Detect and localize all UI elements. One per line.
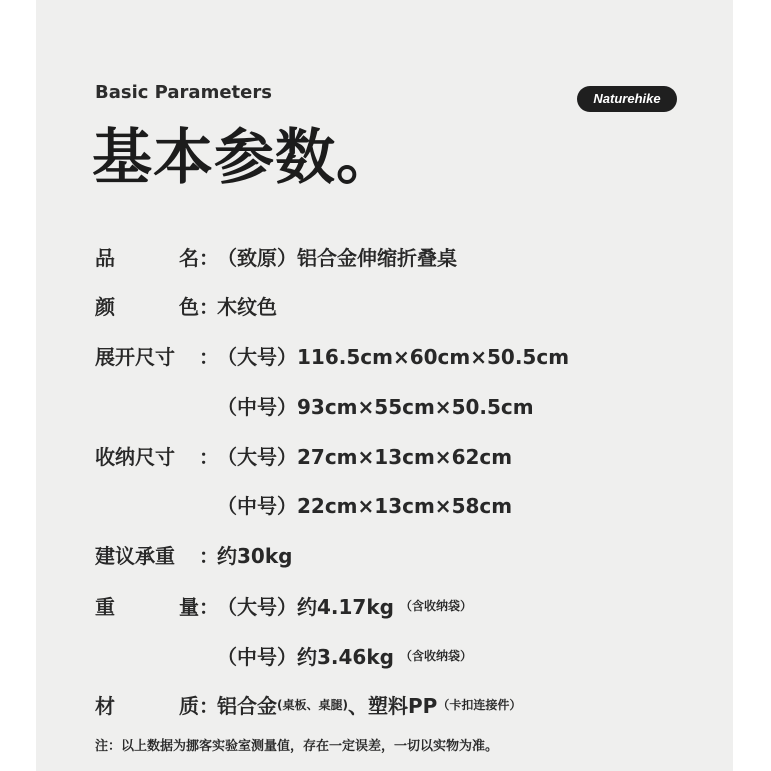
- param-label: 品 名: [95, 245, 199, 270]
- param-note: （卡扣连接件）: [437, 697, 522, 712]
- product-parameters-page: [36, 0, 733, 771]
- param-row-material: [95, 688, 521, 720]
- param-row-weight-large: [95, 589, 472, 621]
- param-note: （含收纳袋）: [399, 598, 472, 613]
- param-value: （大号）116.5cm×60cm×50.5cm: [217, 344, 570, 369]
- param-label: 展开尺寸: [95, 344, 175, 369]
- colon: ：: [199, 294, 219, 319]
- colon: ：: [199, 693, 219, 718]
- colon: ：: [199, 245, 219, 270]
- param-row-color: [95, 289, 277, 321]
- param-label: 建议承重: [95, 543, 175, 568]
- param-value: （大号）27cm×13cm×62cm: [217, 444, 513, 469]
- separator: 、: [347, 693, 368, 718]
- param-label: 颜 色: [95, 294, 199, 319]
- param-row-open-size-medium: [95, 389, 534, 421]
- param-value: （中号）22cm×13cm×58cm: [217, 493, 513, 518]
- param-value: 铝合金: [217, 693, 277, 718]
- param-row-open-size-large: [95, 339, 569, 371]
- param-value: （致原）铝合金伸缩折叠桌: [217, 245, 457, 270]
- param-label: 收纳尺寸: [95, 444, 175, 469]
- brand-logo-badge: Naturehike: [577, 86, 677, 112]
- section-title: 基本参数。: [92, 123, 397, 193]
- param-label: 重 量: [95, 594, 199, 619]
- section-subtitle: Basic Parameters: [95, 82, 272, 103]
- param-value: （中号）约3.46kg: [217, 644, 394, 669]
- param-value: （中号）93cm×55cm×50.5cm: [217, 394, 534, 419]
- param-value: 木纹色: [217, 294, 277, 319]
- param-note: （含收纳袋）: [399, 648, 472, 663]
- colon: ：: [199, 344, 219, 369]
- param-row-packed-size-medium: [95, 488, 512, 520]
- param-value: 约30kg: [217, 543, 293, 568]
- param-row-packed-size-large: [95, 439, 512, 471]
- param-value: 塑料PP: [367, 693, 438, 718]
- param-value: （大号）约4.17kg: [217, 594, 394, 619]
- footnote: 注：以上数据为挪客实验室测量值，存在一定误差，一切以实物为准。: [95, 739, 499, 754]
- param-label: 材 质: [95, 693, 199, 718]
- param-row-load: [95, 538, 292, 570]
- colon: ：: [199, 543, 219, 568]
- param-row-weight-medium: [95, 639, 472, 671]
- param-note: (桌板、桌腿): [277, 697, 348, 712]
- colon: ：: [199, 594, 219, 619]
- param-row-name: [95, 240, 457, 272]
- colon: ：: [199, 444, 219, 469]
